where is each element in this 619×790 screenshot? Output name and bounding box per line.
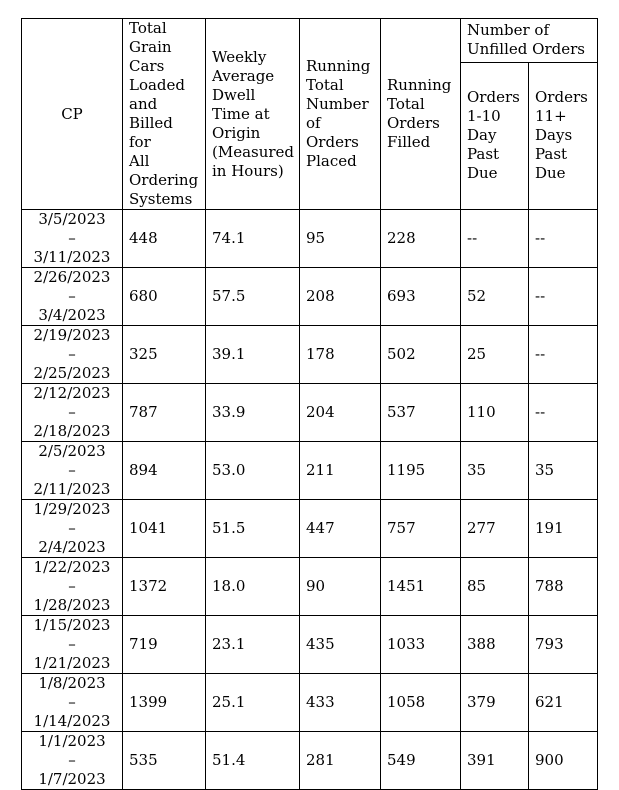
past-due-11-plus-cell: 793	[529, 616, 598, 674]
grain-orders-table	[21, 18, 598, 790]
dwell-time-cell: 53.0	[206, 442, 300, 500]
header-past-due-1-10: Orders 1-10 Day Past Due	[461, 62, 529, 209]
header-dwell-time: Weekly Average Dwell Time at Origin (Measured in Hours)	[206, 19, 300, 210]
total-loaded-cell: 787	[123, 384, 206, 442]
orders-placed-cell: 211	[300, 442, 381, 500]
table-row	[22, 442, 598, 500]
total-loaded-cell: 680	[123, 268, 206, 326]
header-orders-placed: Running Total Number of Orders Placed	[300, 19, 381, 210]
past-due-11-plus-cell: 788	[529, 558, 598, 616]
header-cp: CP	[22, 19, 123, 210]
past-due-1-10-cell: 391	[461, 732, 529, 790]
orders-filled-cell: 228	[381, 210, 461, 268]
past-due-1-10-cell: 52	[461, 268, 529, 326]
past-due-11-plus-cell: --	[529, 210, 598, 268]
period-cell: 3/5/2023 – 3/11/2023	[22, 210, 123, 268]
past-due-11-plus-cell: 191	[529, 500, 598, 558]
past-due-11-plus-cell: 621	[529, 674, 598, 732]
past-due-1-10-cell: 277	[461, 500, 529, 558]
dwell-time-cell: 51.5	[206, 500, 300, 558]
total-loaded-cell: 448	[123, 210, 206, 268]
orders-placed-cell: 447	[300, 500, 381, 558]
orders-filled-cell: 502	[381, 326, 461, 384]
period-cell: 2/19/2023 – 2/25/2023	[22, 326, 123, 384]
table-row	[22, 674, 598, 732]
header-unfilled-orders: Number of Unfilled Orders	[461, 19, 598, 63]
total-loaded-cell: 894	[123, 442, 206, 500]
dwell-time-cell: 51.4	[206, 732, 300, 790]
orders-placed-cell: 204	[300, 384, 381, 442]
orders-filled-cell: 1451	[381, 558, 461, 616]
dwell-time-cell: 57.5	[206, 268, 300, 326]
past-due-1-10-cell: --	[461, 210, 529, 268]
total-loaded-cell: 719	[123, 616, 206, 674]
orders-placed-cell: 433	[300, 674, 381, 732]
period-cell: 1/15/2023 – 1/21/2023	[22, 616, 123, 674]
dwell-time-cell: 74.1	[206, 210, 300, 268]
total-loaded-cell: 1041	[123, 500, 206, 558]
dwell-time-cell: 23.1	[206, 616, 300, 674]
orders-placed-cell: 90	[300, 558, 381, 616]
orders-placed-cell: 178	[300, 326, 381, 384]
table-row	[22, 384, 598, 442]
dwell-time-cell: 25.1	[206, 674, 300, 732]
orders-filled-cell: 757	[381, 500, 461, 558]
header-total-loaded: Total Grain Cars Loaded and Billed for All Ordering Systems	[123, 19, 206, 210]
dwell-time-cell: 39.1	[206, 326, 300, 384]
period-cell: 2/12/2023 – 2/18/2023	[22, 384, 123, 442]
orders-placed-cell: 281	[300, 732, 381, 790]
past-due-1-10-cell: 35	[461, 442, 529, 500]
orders-filled-cell: 1033	[381, 616, 461, 674]
orders-filled-cell: 549	[381, 732, 461, 790]
header-past-due-11-plus: Orders 11+ Days Past Due	[529, 62, 598, 209]
dwell-time-cell: 18.0	[206, 558, 300, 616]
total-loaded-cell: 535	[123, 732, 206, 790]
total-loaded-cell: 1372	[123, 558, 206, 616]
table-row	[22, 268, 598, 326]
orders-filled-cell: 693	[381, 268, 461, 326]
past-due-11-plus-cell: --	[529, 268, 598, 326]
table-row	[22, 616, 598, 674]
past-due-11-plus-cell: 900	[529, 732, 598, 790]
orders-placed-cell: 435	[300, 616, 381, 674]
table-row	[22, 326, 598, 384]
total-loaded-cell: 1399	[123, 674, 206, 732]
orders-filled-cell: 537	[381, 384, 461, 442]
table-row	[22, 210, 598, 268]
table-row	[22, 500, 598, 558]
period-cell: 1/8/2023 – 1/14/2023	[22, 674, 123, 732]
past-due-1-10-cell: 25	[461, 326, 529, 384]
orders-filled-cell: 1195	[381, 442, 461, 500]
past-due-11-plus-cell: --	[529, 384, 598, 442]
past-due-1-10-cell: 379	[461, 674, 529, 732]
period-cell: 2/26/2023 – 3/4/2023	[22, 268, 123, 326]
header-orders-filled: Running Total Orders Filled	[381, 19, 461, 210]
period-cell: 1/22/2023 – 1/28/2023	[22, 558, 123, 616]
header-row-top	[22, 19, 598, 63]
period-cell: 2/5/2023 – 2/11/2023	[22, 442, 123, 500]
past-due-1-10-cell: 85	[461, 558, 529, 616]
orders-placed-cell: 208	[300, 268, 381, 326]
orders-filled-cell: 1058	[381, 674, 461, 732]
period-cell: 1/29/2023 – 2/4/2023	[22, 500, 123, 558]
past-due-11-plus-cell: 35	[529, 442, 598, 500]
past-due-11-plus-cell: --	[529, 326, 598, 384]
orders-placed-cell: 95	[300, 210, 381, 268]
dwell-time-cell: 33.9	[206, 384, 300, 442]
past-due-1-10-cell: 388	[461, 616, 529, 674]
period-cell: 1/1/2023 – 1/7/2023	[22, 732, 123, 790]
table-row	[22, 558, 598, 616]
table-row	[22, 732, 598, 790]
past-due-1-10-cell: 110	[461, 384, 529, 442]
total-loaded-cell: 325	[123, 326, 206, 384]
